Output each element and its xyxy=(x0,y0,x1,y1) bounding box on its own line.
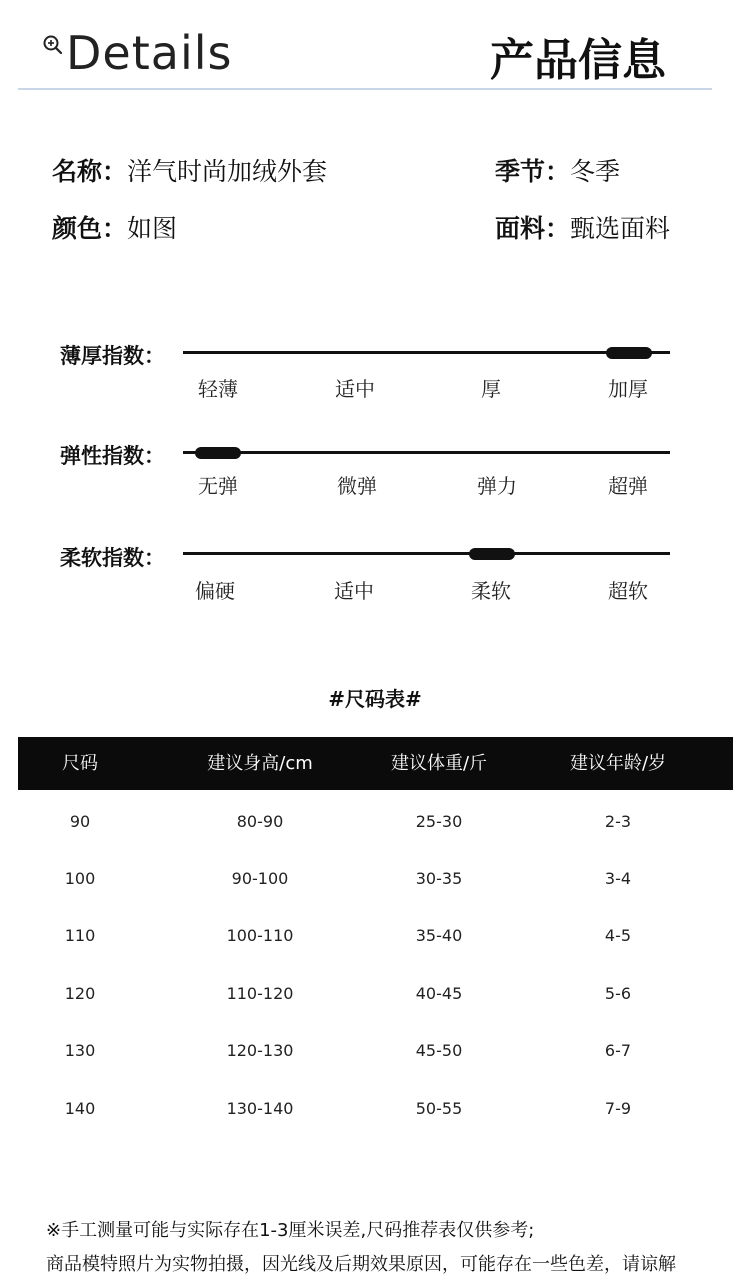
thickness-option: 厚 xyxy=(481,377,501,401)
table-cell: 80-90 xyxy=(236,812,284,831)
table-cell: 6-7 xyxy=(604,1041,632,1060)
softness-option: 适中 xyxy=(334,579,374,603)
info-color-label: 颜色： xyxy=(52,214,128,243)
table-row xyxy=(0,869,750,893)
table-row xyxy=(0,1099,750,1123)
table-cell: 100-110 xyxy=(226,926,294,945)
size-table-header-cell: 建议身高/cm xyxy=(207,753,313,774)
thickness-index-marker xyxy=(606,347,652,359)
table-cell: 140 xyxy=(64,1099,96,1118)
zoom-in-icon xyxy=(42,34,64,56)
info-season xyxy=(495,152,620,188)
softness-index-track xyxy=(183,552,670,555)
table-cell: 40-45 xyxy=(415,984,463,1003)
info-season-value: 冬季 xyxy=(570,157,621,186)
table-row xyxy=(0,926,750,950)
table-cell: 2-3 xyxy=(604,812,632,831)
elasticity-option: 微弹 xyxy=(337,474,377,498)
elasticity-option: 超弹 xyxy=(608,474,648,498)
thickness-option: 加厚 xyxy=(608,377,648,401)
table-row xyxy=(0,1041,750,1065)
table-cell: 3-4 xyxy=(604,869,632,888)
softness-option: 偏硬 xyxy=(195,579,235,603)
table-cell: 50-55 xyxy=(415,1099,463,1118)
color-disclaimer-note: 商品模特照片为实物拍摄，因光线及后期效果原因，可能存在一些色差，请谅解 xyxy=(46,1254,676,1275)
elasticity-index-marker xyxy=(195,447,241,459)
header-divider xyxy=(18,88,712,90)
info-name-label: 名称： xyxy=(52,157,128,186)
info-fabric-value: 甄选面料 xyxy=(570,214,671,243)
table-cell: 110 xyxy=(64,926,96,945)
table-cell: 130-140 xyxy=(226,1099,294,1118)
table-cell: 30-35 xyxy=(415,869,463,888)
softness-index-label: 柔软指数： xyxy=(60,546,165,570)
table-row xyxy=(0,812,750,836)
table-cell: 90-100 xyxy=(231,869,289,888)
table-cell: 5-6 xyxy=(604,984,632,1003)
header-title-en: Details xyxy=(66,26,233,80)
header-title-cn: 产品信息 xyxy=(490,35,666,86)
elasticity-option: 弹力 xyxy=(477,474,517,498)
measurement-note: ※手工测量可能与实际存在1-3厘米误差,尺码推荐表仅供参考; xyxy=(46,1220,535,1241)
thickness-option: 适中 xyxy=(335,377,375,401)
table-cell: 35-40 xyxy=(415,926,463,945)
softness-option: 柔软 xyxy=(471,579,511,603)
size-table-header-cell: 建议年龄/岁 xyxy=(569,753,667,774)
table-cell: 100 xyxy=(64,869,96,888)
softness-option: 超软 xyxy=(608,579,648,603)
info-fabric xyxy=(495,209,670,245)
info-color xyxy=(52,209,177,245)
info-name xyxy=(52,152,327,188)
size-table-header-cell: 建议体重/斤 xyxy=(390,753,488,774)
info-fabric-label: 面料： xyxy=(495,214,571,243)
table-cell: 7-9 xyxy=(604,1099,632,1118)
table-cell: 110-120 xyxy=(226,984,294,1003)
elasticity-option: 无弹 xyxy=(198,474,238,498)
table-cell: 130 xyxy=(64,1041,96,1060)
size-table-header xyxy=(18,737,733,790)
size-table-header-cell: 尺码 xyxy=(62,753,98,774)
table-cell: 120 xyxy=(64,984,96,1003)
elasticity-index-label: 弹性指数： xyxy=(60,444,165,468)
thickness-index-label: 薄厚指数： xyxy=(60,344,165,368)
info-color-value: 如图 xyxy=(127,214,178,243)
thickness-option: 轻薄 xyxy=(198,377,238,401)
thickness-index-track xyxy=(183,351,670,354)
table-cell: 25-30 xyxy=(415,812,463,831)
softness-index-marker xyxy=(469,548,515,560)
info-season-label: 季节： xyxy=(495,157,571,186)
table-cell: 4-5 xyxy=(604,926,632,945)
info-name-value: 洋气时尚加绒外套 xyxy=(127,157,328,186)
table-cell: 45-50 xyxy=(415,1041,463,1060)
elasticity-index-track xyxy=(183,451,670,454)
table-cell: 90 xyxy=(69,812,91,831)
table-row xyxy=(0,984,750,1008)
table-cell: 120-130 xyxy=(226,1041,294,1060)
size-table-title: #尺码表# xyxy=(328,687,422,711)
